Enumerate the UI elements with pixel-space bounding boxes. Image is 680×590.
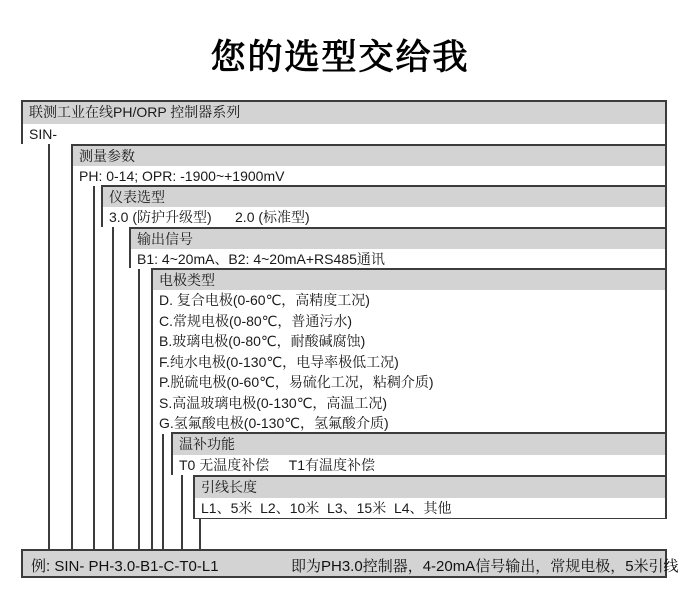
level-option-row: P.脱硫电极(0-60℃，易硫化工况，粘稠介质)	[153, 372, 665, 393]
connector-line-measure	[93, 185, 95, 549]
level-box-series	[21, 100, 667, 144]
connector-line-electrode-edge	[151, 432, 153, 549]
connector-line-instrument	[112, 227, 114, 549]
level-header: 温补功能	[173, 434, 665, 455]
level-option-row: SIN-	[23, 124, 665, 144]
level-box-instrument	[101, 185, 667, 227]
level-option-row: F.纯水电极(0-130℃，电导率极低工况)	[153, 352, 665, 373]
connector-line-temp-comp	[181, 475, 183, 549]
level-header: 电极类型	[153, 270, 665, 290]
level-option-row: S.高温玻璃电极(0-130℃，高温工况)	[153, 393, 665, 414]
connector-line-lead-length	[199, 519, 201, 549]
level-header: 测量参数	[73, 146, 665, 166]
level-option-row: B1: 4~20mA、B2: 4~20mA+RS485通讯	[131, 249, 665, 269]
level-header: 联测工业在线PH/ORP 控制器系列	[23, 102, 665, 124]
level-option-row: B.玻璃电极(0-80℃，耐酸碱腐蚀)	[153, 331, 665, 352]
level-header: 仪表选型	[103, 187, 665, 207]
connector-line-electrode	[162, 432, 164, 549]
connector-line-series	[48, 144, 50, 549]
level-option-row: T0 无温度补偿 T1有温度补偿	[173, 455, 665, 475]
level-box-measure	[71, 144, 667, 185]
level-option-row: C.常规电极(0-80℃，普通污水)	[153, 311, 665, 332]
example-model-code: 例: SIN- PH-3.0-B1-C-T0-L1	[31, 558, 219, 575]
example-box	[21, 549, 679, 578]
level-box-electrode	[151, 268, 667, 432]
level-option-row: L1、5米 L2、10米 L3、15米 L4、其他	[195, 498, 665, 518]
level-option-row: G.氢氟酸电极(0-130℃，氢氟酸介质)	[153, 413, 665, 434]
level-option-row: PH: 0-14; OPR: -1900~+1900mV	[73, 166, 665, 186]
example-description: 即为PH3.0控制器，4-20mA信号输出，常规电极，5米引线	[291, 558, 679, 575]
level-header: 输出信号	[131, 229, 665, 249]
level-box-temp-comp	[171, 432, 667, 475]
level-box-lead-length	[193, 475, 667, 519]
level-header: 引线长度	[195, 477, 665, 498]
level-option-row: 3.0 (防护升级型) 2.0 (标准型)	[103, 207, 665, 227]
level-box-output	[129, 227, 667, 268]
connector-line-measure-edge	[71, 185, 73, 549]
level-option-row: D. 复合电极(0-60℃，高精度工况)	[153, 290, 665, 311]
page-title: 您的选型交给我	[210, 38, 470, 77]
connector-line-output	[138, 268, 140, 549]
